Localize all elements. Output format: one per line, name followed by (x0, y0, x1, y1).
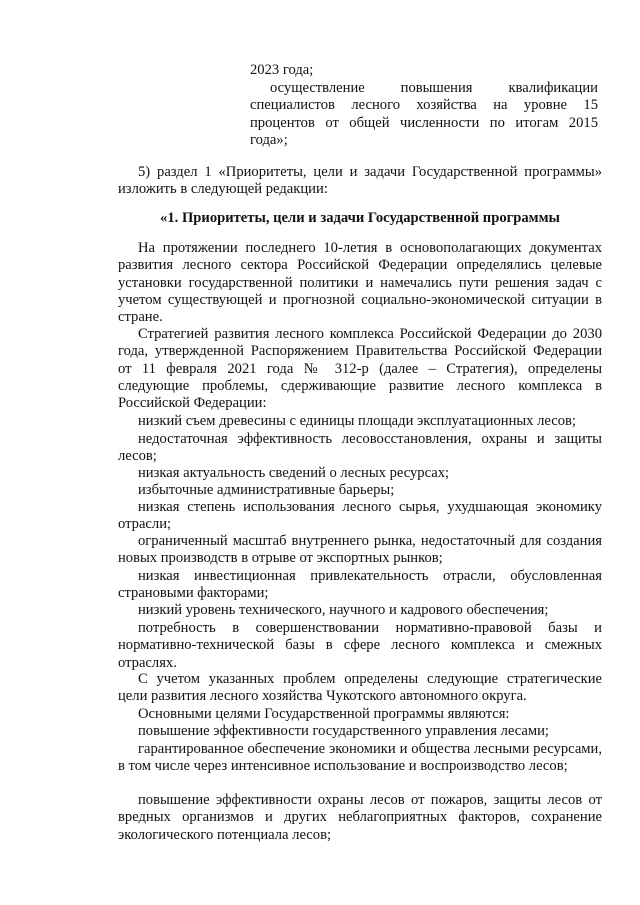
problem-item: низкий уровень технического, научного и кадрового обеспечения; (138, 602, 549, 618)
problem-item: низкая степень использования лесного сырья, ухудшающая экономику отрасли; (118, 499, 602, 533)
problem-item: низкая актуальность сведений о лесных ресурсах; (138, 465, 450, 481)
problem-item: низкая инвестиционная привлекательность отрасли, обусловленная страновыми факторами; (118, 568, 602, 602)
problem-item: низкий съем древесины с единицы площади эксплуатационных лесов; (138, 413, 576, 429)
section-heading: «1. Приоритеты, цели и задачи Государственной программы (160, 210, 560, 226)
paragraph-1: На протяжении последнего 10-летия в основополагающих документах развития лесного сектора Российской Федерации определялись целевые установки государственной политики и намечались пути решения задач с учетом существующей и прогнозной социально-экономической ситуации в стране. (118, 240, 602, 326)
problem-item: ограниченный масштаб внутреннего рынка, недостаточный для создания новых производств в отрыве от экспортных рынков; (118, 533, 602, 567)
problem-item: недостаточная эффективность лесовосстановления, охраны и защиты лесов; (118, 431, 602, 465)
paragraph-3: С учетом указанных проблем определены следующие стратегические цели развития лесного хозяйства Чукотского автономного округа. (118, 671, 602, 705)
problem-item: потребность в совершенствовании нормативно-правовой базы и нормативно-технической базы в сфере лесного комплекса и смежных отраслях. (118, 620, 602, 671)
paragraph-2: Стратегией развития лесного комплекса Российской Федерации до 2030 года, утвержденной Распоряжением Правительства Российской Федерации от 11 февраля 2021 года № 312-р (далее – Стратегия), определены следующие проблемы, сдерживающие развитие лесного комплекса в Российской Федерации: (118, 326, 602, 412)
intro-paragraph: 5) раздел 1 «Приоритеты, цели и задачи Государственной программы» изложить в следующей редакции: (118, 164, 602, 198)
top-line-year: 2023 года; (250, 62, 314, 78)
top-item-qualification: осуществление повышения квалификации специалистов лесного хозяйства на уровне 15 процентов от общей численности по итогам 2015 года»; (250, 80, 598, 148)
goal-item: гарантированное обеспечение экономики и общества лесными ресурсами, в том числе через интенсивное использование и воспроизводство лесов; (118, 741, 602, 775)
goal-item: повышение эффективности охраны лесов от пожаров, защиты лесов от вредных организмов и других неблагоприятных факторов, сохранение экологического потенциала лесов; (118, 792, 602, 843)
problem-item: избыточные административные барьеры; (138, 482, 395, 498)
goal-item: повышение эффективности государственного управления лесами; (138, 723, 549, 739)
paragraph-4: Основными целями Государственной программы являются: (138, 706, 510, 722)
